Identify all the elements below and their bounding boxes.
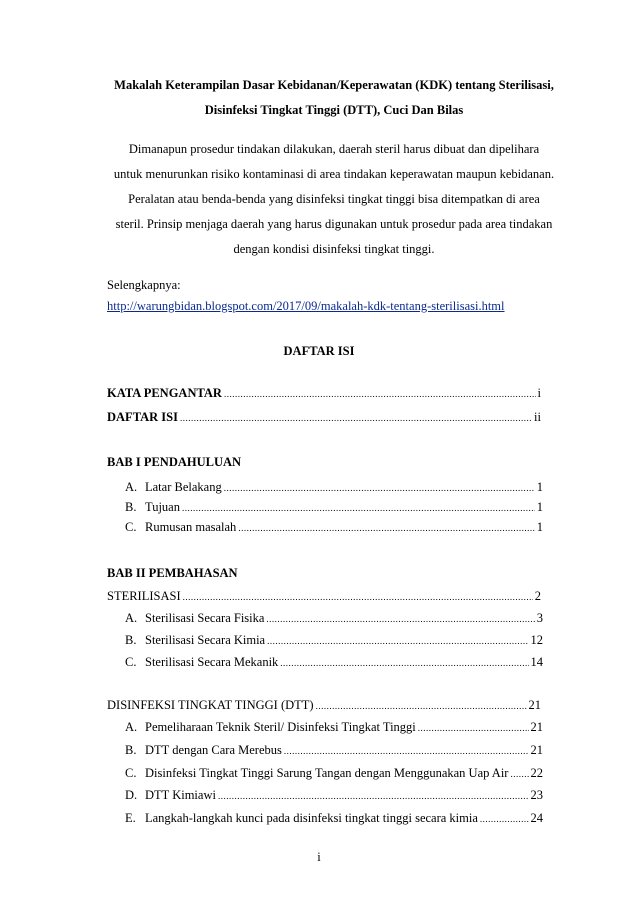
intro-paragraph xyxy=(100,137,568,262)
toc-entry-letter: C. xyxy=(125,520,137,534)
toc-entry-label: DAFTAR ISI xyxy=(107,410,178,424)
more-label: Selengkapnya: xyxy=(107,278,181,292)
toc-entry-label: STERILISASI xyxy=(107,589,181,603)
toc-entry-letter: E. xyxy=(125,811,136,825)
toc-leader-dots xyxy=(224,389,536,400)
toc-section-bab-1[interactable]: BAB I PENDAHULUAN xyxy=(107,455,242,469)
intro-line: untuk menurunkan risiko kontaminasi di area tindakan keperawatan maupun kebidanan. xyxy=(113,167,555,181)
toc-entry[interactable] xyxy=(125,811,543,826)
intro-line: Peralatan atau benda-benda yang disinfeksi tingkat tinggi bisa ditempatkan di area xyxy=(128,192,540,206)
toc-entry-letter: B. xyxy=(125,633,137,647)
toc-page-number: ii xyxy=(534,410,541,424)
toc-page-number: 12 xyxy=(530,633,543,647)
toc-entry-letter: D. xyxy=(125,788,138,802)
toc-leader-dots xyxy=(510,769,528,780)
toc-page-number: 21 xyxy=(530,743,543,757)
toc-page-number: 1 xyxy=(536,500,543,514)
toc-page-number: 21 xyxy=(530,720,543,734)
toc-entry-letter: B. xyxy=(125,500,137,514)
toc-entry-label: Sterilisasi Secara Kimia xyxy=(145,633,266,647)
toc-entry-label: Langkah-langkah kunci pada disinfeksi tingkat tinggi secara kimia xyxy=(145,811,478,825)
toc-entry-label: Tujuan xyxy=(145,500,180,514)
toc-entry[interactable] xyxy=(125,655,543,670)
toc-leader-dots xyxy=(480,814,529,825)
toc-entry-letter: A. xyxy=(125,480,138,494)
toc-entry-label: DTT dengan Cara Merebus xyxy=(145,743,282,757)
toc-page-number: i xyxy=(537,386,541,400)
toc-leader-dots xyxy=(182,503,535,514)
toc-entry-label: Disinfeksi Tingkat Tinggi Sarung Tangan dengan Menggunakan Uap Air xyxy=(145,766,509,780)
intro-line: dengan kondisi disinfeksi tingkat tinggi. xyxy=(233,242,435,256)
toc-entry-label: Latar Belakang xyxy=(145,480,222,494)
toc-entry[interactable] xyxy=(125,720,543,735)
toc-entry-label: KATA PENGANTAR xyxy=(107,386,222,400)
toc-leader-dots xyxy=(180,413,532,424)
toc-leader-dots xyxy=(183,592,533,603)
toc-heading: DAFTAR ISI xyxy=(283,344,355,358)
toc-entry-letter: C. xyxy=(125,766,137,780)
toc-entry[interactable] xyxy=(125,743,543,758)
title-line-1: Makalah Keterampilan Dasar Kebidanan/Keperawatan (KDK) tentang Sterilisasi, xyxy=(114,78,554,92)
intro-line: Dimanapun prosedur tindakan dilakukan, daerah steril harus dibuat dan dipelihara xyxy=(128,142,540,156)
toc-entry-letter: A. xyxy=(125,611,138,625)
toc-entry-label: Sterilisasi Secara Fisika xyxy=(145,611,265,625)
source-link[interactable]: http://warungbidan.blogspot.com/2017/09/makalah-kdk-tentang-sterilisasi.html xyxy=(107,299,505,313)
toc-entry-label: Pemeliharaan Teknik Steril/ Disinfeksi Tingkat Tinggi xyxy=(145,720,416,734)
toc-leader-dots xyxy=(284,746,529,757)
toc-page-number: 3 xyxy=(536,611,543,625)
toc-entry[interactable] xyxy=(125,500,543,515)
toc-leader-dots xyxy=(267,636,528,647)
title-line-2: Disinfeksi Tingkat Tinggi (DTT), Cuci Dan Bilas xyxy=(204,103,464,117)
toc-page-number: 1 xyxy=(536,520,543,534)
toc-entry-label: Sterilisasi Secara Mekanik xyxy=(145,655,279,669)
toc-section-bab-2[interactable]: BAB II PEMBAHASAN xyxy=(107,566,238,580)
toc-entry-letter: A. xyxy=(125,720,138,734)
toc-page-number: 22 xyxy=(530,766,543,780)
toc-page-number: 1 xyxy=(536,480,543,494)
toc-leader-dots xyxy=(238,523,534,534)
toc-leader-dots xyxy=(280,658,528,669)
toc-entry[interactable] xyxy=(125,633,543,648)
toc-leader-dots xyxy=(316,701,527,712)
toc-entry-sterilisasi[interactable] xyxy=(107,589,541,604)
toc-entry-letter: C. xyxy=(125,655,137,669)
toc-page-number: 2 xyxy=(534,589,541,603)
toc-entry-daftar-isi[interactable] xyxy=(107,410,541,425)
page-number-footer: i xyxy=(317,850,321,864)
toc-page-number: 23 xyxy=(530,788,543,802)
toc-entry-label: DTT Kimiawi xyxy=(145,788,216,802)
toc-entry[interactable] xyxy=(125,788,543,803)
toc-page-number: 24 xyxy=(530,811,543,825)
intro-line: steril. Prinsip menjaga daerah yang harus digunakan untuk prosedur pada area tindakan xyxy=(115,217,553,231)
toc-page-number: 21 xyxy=(528,698,541,712)
toc-page-number: 14 xyxy=(530,655,543,669)
toc-leader-dots xyxy=(218,791,529,802)
toc-entry-label: DISINFEKSI TINGKAT TINGGI (DTT) xyxy=(107,698,314,712)
toc-entry-letter: B. xyxy=(125,743,137,757)
toc-entry[interactable] xyxy=(125,480,543,495)
toc-leader-dots xyxy=(418,723,529,734)
toc-entry-kata-pengantar[interactable] xyxy=(107,386,541,401)
toc-leader-dots xyxy=(266,614,534,625)
toc-entry[interactable] xyxy=(125,611,543,626)
toc-entry-dtt[interactable] xyxy=(107,698,541,713)
toc-leader-dots xyxy=(224,483,535,494)
toc-entry[interactable] xyxy=(125,520,543,535)
toc-entry[interactable] xyxy=(125,766,543,781)
toc-entry-label: Rumusan masalah xyxy=(145,520,237,534)
document-title xyxy=(100,73,568,123)
